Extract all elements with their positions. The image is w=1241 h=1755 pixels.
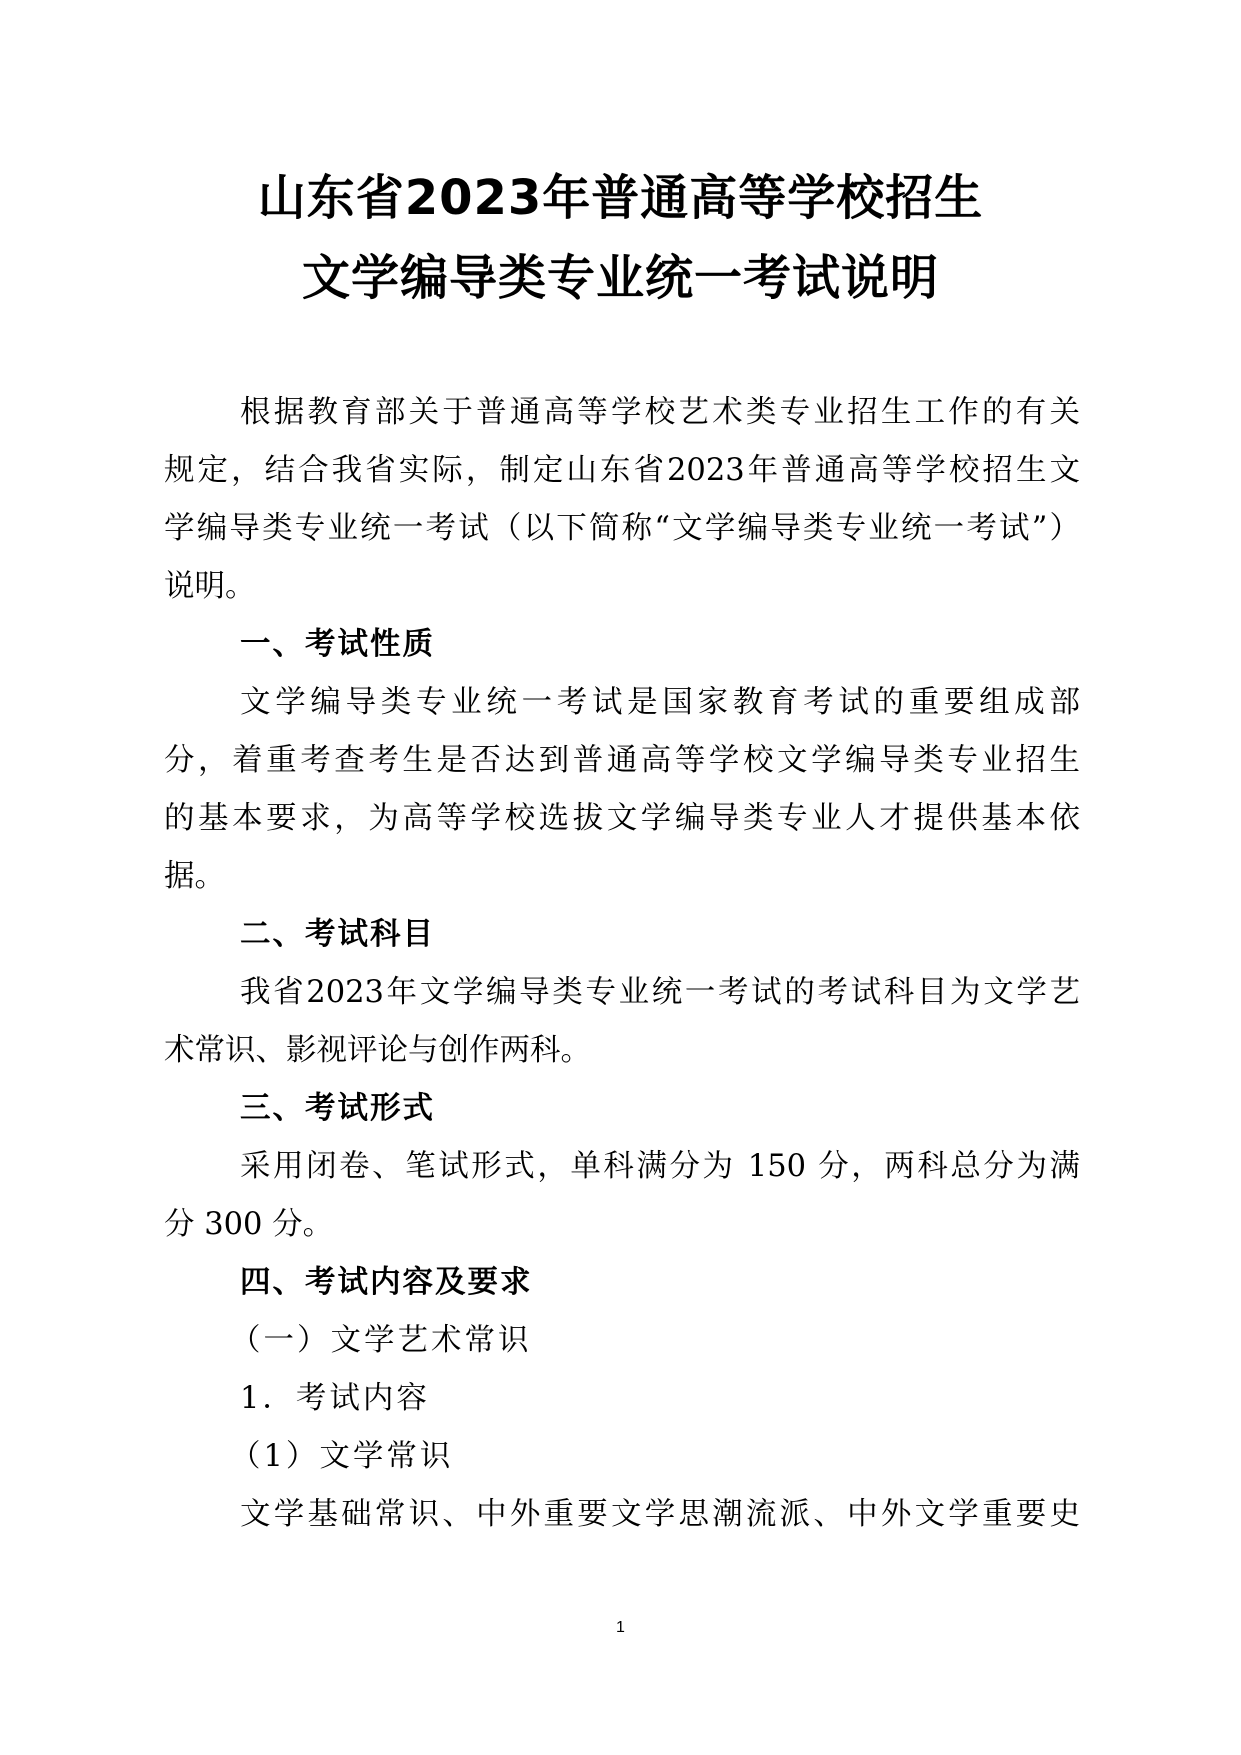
intro-line-3: 学编导类专业统一考试（以下简称“文学编导类专业统一考试”） bbox=[164, 511, 1080, 546]
section1-line-3: 的基本要求，为高等学校选拔文学编导类专业人才提供基本依 bbox=[164, 801, 1080, 836]
section1-line-2: 分，着重考查考生是否达到普通高等学校文学编导类专业招生 bbox=[164, 743, 1080, 778]
section-heading-format: 三、考试形式 bbox=[240, 1091, 435, 1126]
section2-line-2: 术常识、影视评论与创作两科。 bbox=[164, 1033, 591, 1068]
subsection-literature-art: （一）文学艺术常识 bbox=[230, 1323, 532, 1358]
intro-line-2: 规定，结合我省实际，制定山东省2023年普通高等学校招生文 bbox=[164, 453, 1080, 488]
section3-line-1: 采用闭卷、笔试形式，单科满分为 150 分，两科总分为满 bbox=[240, 1149, 1080, 1184]
section-heading-nature: 一、考试性质 bbox=[240, 627, 435, 662]
subsection-exam-content: 1．考试内容 bbox=[240, 1381, 430, 1416]
section1-line-1: 文学编导类专业统一考试是国家教育考试的重要组成部 bbox=[240, 685, 1080, 720]
subsection-literary-knowledge: （1）文学常识 bbox=[230, 1439, 454, 1474]
document-title-line-2: 文学编导类专业统一考试说明 bbox=[301, 250, 939, 306]
section-heading-content: 四、考试内容及要求 bbox=[240, 1265, 533, 1300]
section1-line-4: 据。 bbox=[164, 859, 225, 894]
section4-last-line: 文学基础常识、中外重要文学思潮流派、中外文学重要史 bbox=[240, 1497, 1080, 1532]
section3-line-2: 分 300 分。 bbox=[164, 1207, 334, 1242]
intro-line-1: 根据教育部关于普通高等学校艺术类专业招生工作的有关 bbox=[240, 395, 1080, 430]
page-number: 1 bbox=[616, 1619, 625, 1636]
intro-line-4: 说明。 bbox=[164, 569, 256, 604]
section-heading-subjects: 二、考试科目 bbox=[240, 917, 435, 952]
section2-line-1: 我省2023年文学编导类专业统一考试的考试科目为文学艺 bbox=[240, 975, 1080, 1010]
document-title-line-1: 山东省2023年普通高等学校招生 bbox=[257, 170, 984, 226]
